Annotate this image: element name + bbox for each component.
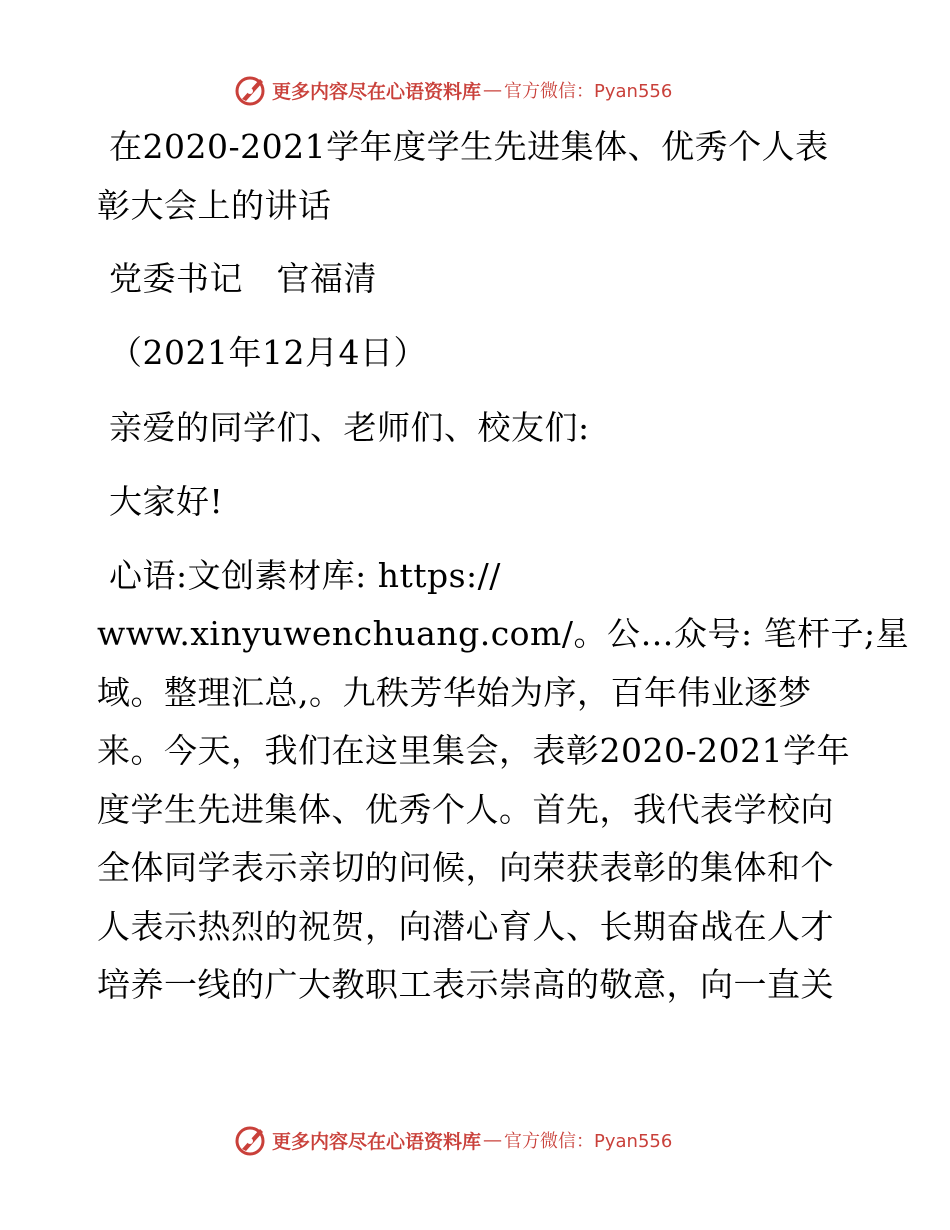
- body-line-7: 人表示热烈的祝贺，向潜心育人、长期奋战在人才: [97, 907, 834, 946]
- body-line-3: 域。整理汇总,。九秩芳华始为序，百年伟业逐梦: [97, 673, 812, 712]
- body-line-2: www.xinyuwenchuang.com/。公…众号: 笔杆子;星: [97, 614, 910, 653]
- header-banner: [234, 70, 672, 110]
- body-line-5: 度学生先进集体、优秀个人。首先，我代表学校向: [97, 790, 834, 829]
- greeting-line: 大家好!: [109, 482, 224, 521]
- date-line: （2021年12月4日）: [109, 333, 427, 372]
- body-line-8: 培养一线的广大教职工表示崇高的敬意，向一直关: [97, 965, 834, 1004]
- footer-separator: —: [483, 1129, 503, 1151]
- document-title-line-1: 在2020-2021学年度学生先进集体、优秀个人表: [109, 127, 829, 166]
- quill-seal-logo-icon: [234, 73, 268, 107]
- body-line-1: 心语:文创素材库: https://: [109, 556, 501, 595]
- document-title-line-2: 彰大会上的讲话: [97, 186, 332, 225]
- footer-wechat-text: 官方微信：Pyan556: [504, 1131, 673, 1152]
- footer-main-text: 更多内容尽在心语资料库: [272, 1130, 482, 1153]
- quill-seal-logo-icon: [234, 1123, 268, 1157]
- body-line-4: 来。今天，我们在这里集会，表彰2020-2021学年: [97, 731, 851, 770]
- salutation-line: 亲爱的同学们、老师们、校友们:: [109, 408, 590, 447]
- banner-main-text: 更多内容尽在心语资料库: [272, 80, 482, 103]
- banner-wechat-text: 官方微信：Pyan556: [504, 81, 673, 102]
- speaker-line: 党委书记 官福清: [109, 259, 377, 298]
- footer-banner: [234, 1120, 672, 1160]
- banner-separator: —: [483, 79, 503, 101]
- body-line-6: 全体同学表示亲切的问候，向荣获表彰的集体和个: [97, 848, 834, 887]
